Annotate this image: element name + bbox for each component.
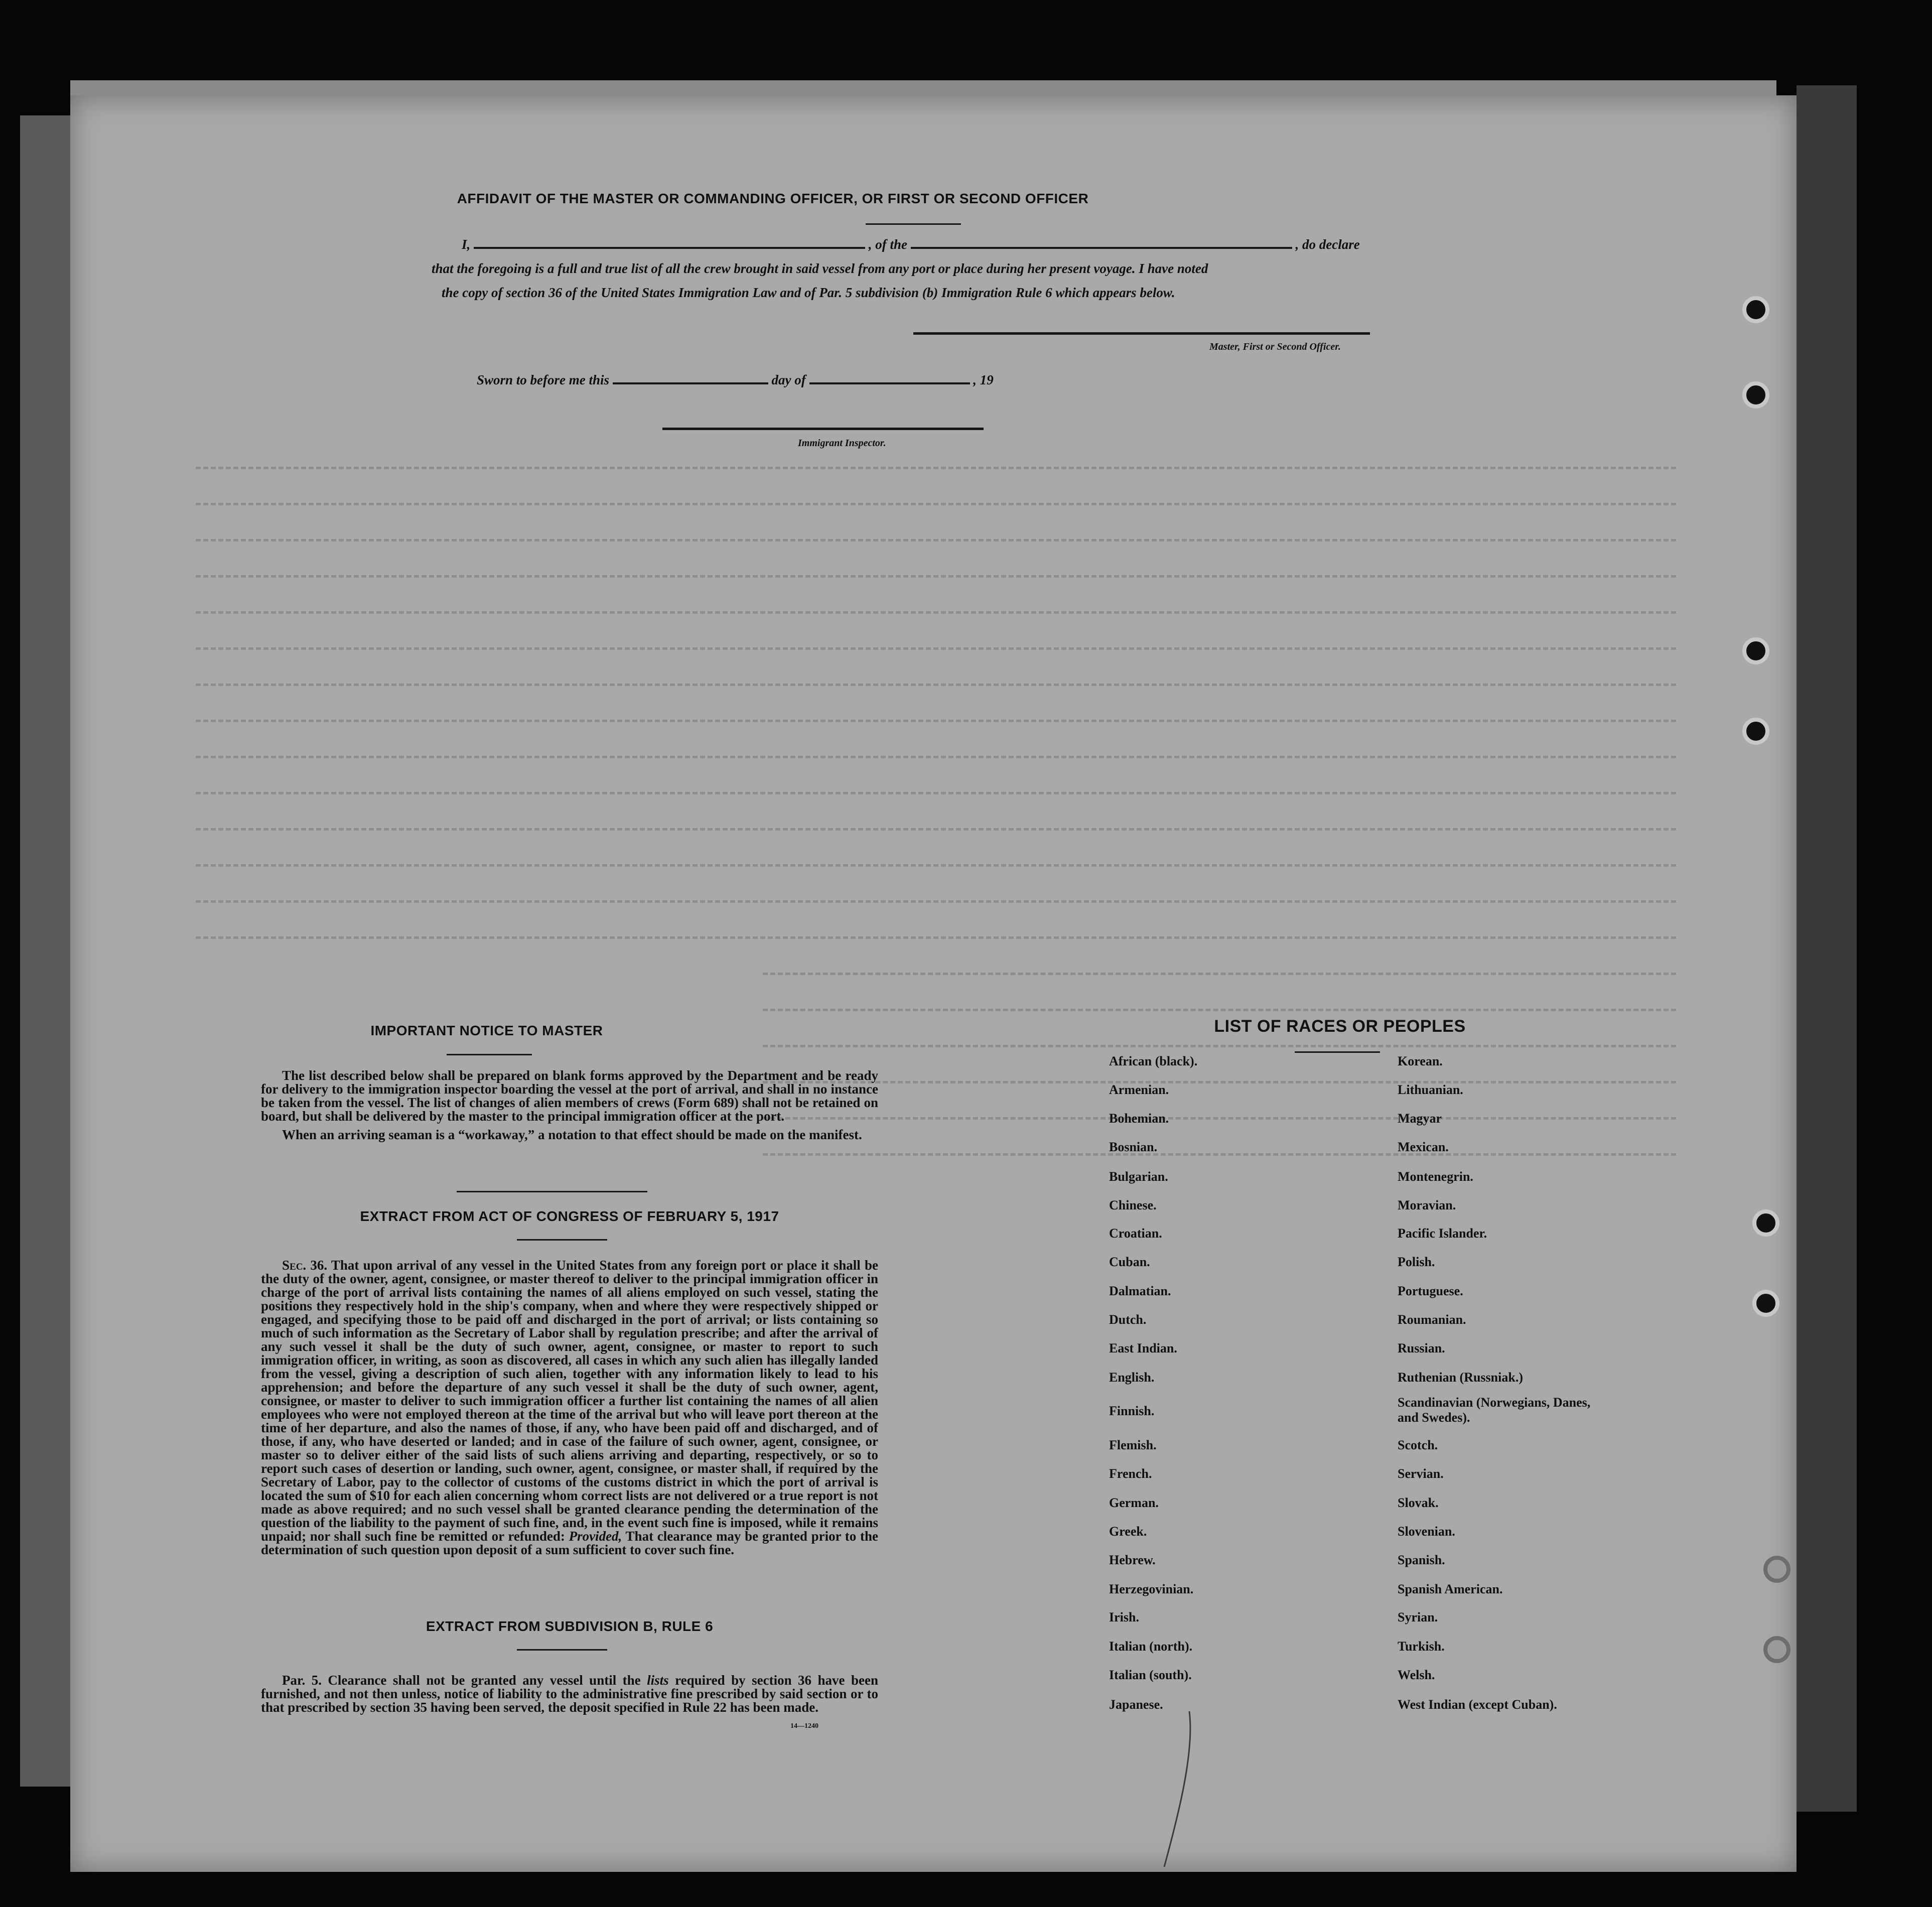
manifest-sheet xyxy=(70,95,1797,1872)
race-item: Mexican. xyxy=(1398,1140,1449,1154)
race-item: Chinese. xyxy=(1109,1198,1157,1212)
act-body xyxy=(261,1259,878,1557)
race-item: Welsh. xyxy=(1398,1668,1435,1682)
race-item: Spanish. xyxy=(1398,1553,1445,1567)
binder-hole xyxy=(1742,296,1769,323)
rule-text-before: Par. 5. Clearance shall not be granted any vessel until the xyxy=(282,1673,641,1688)
declaration-i: I, xyxy=(462,237,471,252)
sworn-year: , 19 xyxy=(973,372,994,387)
race-item: Scotch. xyxy=(1398,1438,1438,1452)
race-item: Herzegovinian. xyxy=(1109,1582,1194,1596)
act-paragraph xyxy=(261,1259,878,1557)
race-item: Croatian. xyxy=(1109,1226,1162,1241)
rule-text-after: required by section 36 have been furnished, and not then unless, notice of liability to the administrative fine prescribed by said section or to that prescribed by section 35 having been served, the deposit specified in Rule 22 has been made. xyxy=(261,1673,878,1715)
bleed-through-row xyxy=(763,973,1676,980)
race-item: Italian (south). xyxy=(1109,1668,1192,1682)
back-page-edge-right xyxy=(1797,85,1857,1812)
rule-text-italic: lists xyxy=(647,1673,669,1688)
race-item: Italian (north). xyxy=(1109,1639,1193,1654)
back-page-edge xyxy=(20,115,70,1787)
rule-underline xyxy=(517,1649,607,1651)
name-blank xyxy=(474,237,865,249)
sworn-line xyxy=(477,372,994,388)
signature-line xyxy=(913,332,1370,335)
race-item: Spanish American. xyxy=(1398,1582,1503,1596)
race-item: African (black). xyxy=(1109,1054,1198,1068)
binder-hole xyxy=(1752,1290,1779,1317)
bleed-through-row xyxy=(196,539,1676,547)
bleed-through-row xyxy=(196,575,1676,583)
act-text: That upon arrival of any vessel in the United States from any foreign port or place it shall be the duty of the owner, agent, consignee, or master thereof to deliver to the principal immigration officer in charge of the port of arrival lists containing the names of all aliens employed on such vessel, stating the positions they respectively hold in the ship's company, when and where they were respectively shipped or engaged, and specifying those to be paid off and discharged in the port of arrival; or lists containing so much of such information as the Secretary of Labor shall by regulation prescribe; and after the arrival of any such vessel it shall be the duty of such owner, agent, consignee, or master to report to such immigration officer, in writing, as soon as discovered, all cases in which any such alien has illegally landed from the vessel, giving a description of such alien, together with any information likely to lead to his apprehension; and before the departure of any such vessel it shall be the duty of such owner, agent, consignee, or master to deliver to such immigration officer a further list containing the names of all alien employees who were not employed thereon at the time of the arrival but who will leave port thereon at the time of her departure, and also the names of those, if any, who have been paid off and discharged, and of those, if any, who have deserted or landed; and in case of the failure of such owner, agent, consignee, or master so to deliver either of the said lists of such aliens arriving and departing, respectively, or so to report such cases of desertion or landing, such owner, agent, consignee, or master shall, if required by the Secretary of Labor, pay to the collector of customs of the customs district in which the port of arrival is located the sum of $10 for each alien concerning whom correct lists are not delivered or a true report is not made as above required; and no such vessel shall be granted clearance pending the determination of the question of the liability to the payment of such fine, and, in the event such fine is imposed, while it remains unpaid; nor shall such fine be remitted or refunded: xyxy=(261,1258,878,1544)
race-item: Polish. xyxy=(1398,1255,1435,1269)
race-item: Montenegrin. xyxy=(1398,1169,1473,1184)
notice-body xyxy=(261,1069,878,1142)
act-underline xyxy=(517,1239,607,1241)
race-item: Lithuanian. xyxy=(1398,1082,1463,1097)
race-item: Cuban. xyxy=(1109,1255,1150,1269)
rule-paragraph xyxy=(261,1674,878,1714)
race-item: French. xyxy=(1109,1466,1152,1481)
act-proviso-word: Provided, xyxy=(569,1529,622,1544)
month-blank xyxy=(809,372,970,384)
race-item: Finnish. xyxy=(1109,1404,1155,1418)
race-item: Russian. xyxy=(1398,1341,1445,1355)
section-divider xyxy=(457,1191,647,1192)
bleed-through-row xyxy=(196,900,1676,908)
race-item: Bulgarian. xyxy=(1109,1169,1168,1184)
bleed-through-row xyxy=(763,1009,1676,1016)
races-heading: LIST OF RACES OR PEOPLES xyxy=(1214,1017,1466,1036)
race-item: Moravian. xyxy=(1398,1198,1456,1212)
race-item: Hebrew. xyxy=(1109,1553,1156,1567)
notice-heading: IMPORTANT NOTICE TO MASTER xyxy=(370,1023,603,1038)
title-underline xyxy=(866,223,961,225)
binder-hole xyxy=(1763,1556,1790,1583)
race-item: Ruthenian (Russniak.) xyxy=(1398,1370,1523,1385)
race-item: Bohemian. xyxy=(1109,1111,1169,1126)
bleed-through-row xyxy=(763,1045,1676,1052)
race-item: Servian. xyxy=(1398,1466,1444,1481)
statement-line-2: the copy of section 36 of the United States Immigration Law and of Par. 5 subdivision (b) Immigration Rule 6 which appears below. xyxy=(442,285,1175,300)
race-item: English. xyxy=(1109,1370,1155,1385)
bleed-through-row xyxy=(196,503,1676,510)
binder-hole xyxy=(1742,637,1769,664)
race-item: Japanese. xyxy=(1109,1697,1163,1712)
day-blank xyxy=(613,372,768,384)
race-item: Dutch. xyxy=(1109,1312,1147,1327)
bleed-through-row xyxy=(196,756,1676,763)
sworn-day-of: day of xyxy=(771,372,806,387)
notice-underline xyxy=(447,1054,532,1055)
bleed-through-row xyxy=(196,684,1676,691)
bleed-through-row xyxy=(196,864,1676,872)
statement-line-1: that the foregoing is a full and true list of all the crew brought in said vessel from any port or place during her present voyage. I have noted xyxy=(432,261,1208,276)
race-item: Roumanian. xyxy=(1398,1312,1466,1327)
race-item: Slovenian. xyxy=(1398,1524,1455,1539)
form-number: 14—1240 xyxy=(790,1722,818,1730)
race-item: Scandinavian (Norwegians, Danes, and Swedes). xyxy=(1398,1395,1591,1425)
race-item: Dalmatian. xyxy=(1109,1284,1171,1298)
declaration-do-declare: , do declare xyxy=(1295,237,1360,252)
race-item: Bosnian. xyxy=(1109,1140,1158,1154)
bleed-through-row xyxy=(196,720,1676,727)
race-item: West Indian (except Cuban). xyxy=(1398,1697,1557,1712)
rule-body xyxy=(261,1674,878,1714)
notice-paragraph-1: The list described below shall be prepared on blank forms approved by the Department and be ready for delivery to the immigration inspector boarding the vessel at the port of arrival, and shall in no instance be taken from the vessel. The list of changes of alien members of crews (Form 689) shall not be retained on board, but shall be delivered by the master to the principal immigration officer at the port. xyxy=(261,1068,878,1124)
race-item: East Indian. xyxy=(1109,1341,1177,1355)
race-item: German. xyxy=(1109,1495,1159,1510)
binder-hole xyxy=(1742,718,1769,745)
act-heading: EXTRACT FROM ACT OF CONGRESS OF FEBRUARY 5, 1917 xyxy=(360,1208,779,1224)
binder-hole xyxy=(1763,1636,1790,1663)
race-item: Irish. xyxy=(1109,1610,1139,1624)
race-item: Korean. xyxy=(1398,1054,1443,1068)
race-item: Portuguese. xyxy=(1398,1284,1463,1298)
race-item: Pacific Islander. xyxy=(1398,1226,1487,1241)
binder-hole xyxy=(1742,381,1769,408)
bleed-through-row xyxy=(196,611,1676,619)
inspector-caption: Immigrant Inspector. xyxy=(798,438,886,449)
race-item: Magyar xyxy=(1398,1111,1442,1126)
notice-paragraph-2: When an arriving seaman is a “workaway,” a notation to that effect should be made on the manifest. xyxy=(282,1127,862,1142)
act-proviso: That clearance may be granted prior to the determination of such question upon deposit of a sum sufficient to cover such fine. xyxy=(261,1529,879,1557)
bleed-through-row xyxy=(196,936,1676,944)
inspector-line xyxy=(662,428,984,430)
bleed-through-row xyxy=(196,467,1676,474)
declaration-of-the: , of the xyxy=(868,237,908,252)
binder-hole xyxy=(1752,1209,1779,1237)
race-item: Flemish. xyxy=(1109,1438,1157,1452)
race-item: Turkish. xyxy=(1398,1639,1445,1654)
race-item: Greek. xyxy=(1109,1524,1147,1539)
race-item: Syrian. xyxy=(1398,1610,1438,1624)
act-section-label: Sec. 36. xyxy=(282,1258,328,1273)
races-underline xyxy=(1295,1051,1380,1053)
rule-heading: EXTRACT FROM SUBDIVISION B, RULE 6 xyxy=(426,1618,714,1634)
race-item: Armenian. xyxy=(1109,1082,1169,1097)
declaration-line xyxy=(462,237,1470,252)
bleed-through-row xyxy=(196,828,1676,836)
vessel-blank xyxy=(911,237,1292,249)
bleed-through-row xyxy=(196,647,1676,655)
top-page-edge xyxy=(70,80,1776,96)
bleed-through-row xyxy=(196,792,1676,799)
pencil-stroke xyxy=(1159,1711,1199,1872)
race-item: Slovak. xyxy=(1398,1495,1439,1510)
signature-caption: Master, First or Second Officer. xyxy=(1209,341,1341,352)
sworn-prefix: Sworn to before me this xyxy=(477,372,610,387)
affidavit-title: AFFIDAVIT OF THE MASTER OR COMMANDING OFFICER, OR FIRST OR SECOND OFFICER xyxy=(457,191,1089,206)
